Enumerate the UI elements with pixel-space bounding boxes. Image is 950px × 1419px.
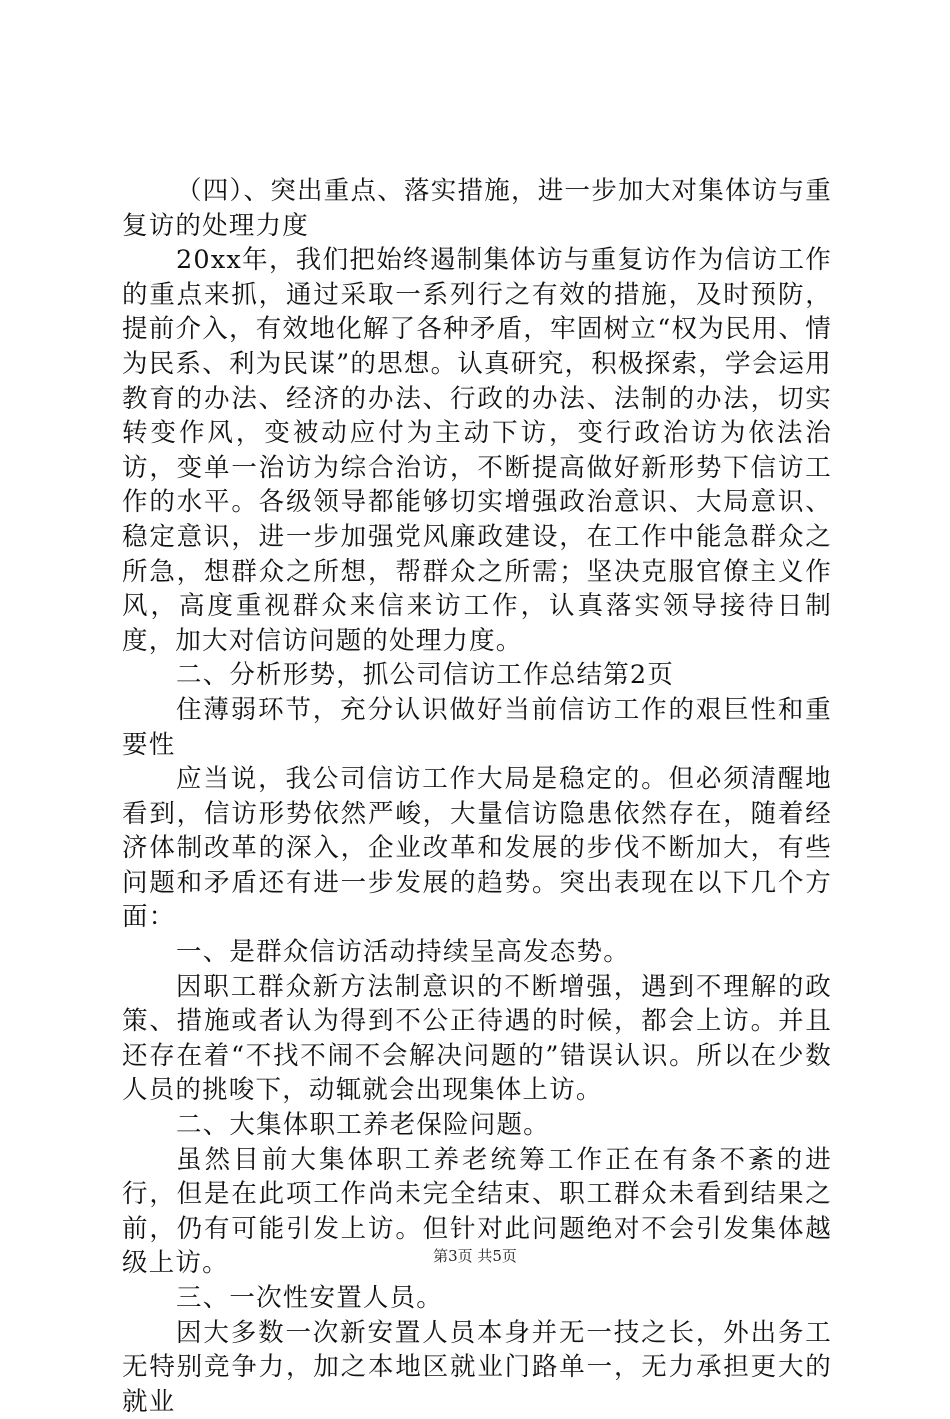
paragraph-situation: 应当说，我公司信访工作大局是稳定的。但必须清醒地看到，信访形势依然严峻，大量信访隐患依然存在，随着经济体制改革的深入，企业改革和发展的步伐不断加大，有些问题和矛盾还有进一步发展的趋势。突出表现在以下几个方面：: [122, 764, 832, 933]
list-heading-3: 三、一次性安置人员。: [176, 1283, 444, 1313]
paragraph-1: 因职工群众新方法制意识的不断增强，遇到不理解的政策、措施或者认为得到不公正待遇的时候，都会上访。并且还存在着“不找不闹不会解决问题的”错误认识。所以在少数人员的挑唆下，动辄就会出现集体上访。: [122, 971, 832, 1106]
section-heading-analysis: 二、分析形势，抓公司信访工作总结第2页: [176, 660, 675, 691]
paragraph-continuation: 住薄弱环节，充分认识做好当前信访工作的艰巨性和重要性: [122, 694, 832, 760]
paragraph-3: 因大多数一次新安置人员本身并无一技之长，外出务工无特别竞争力，加之本地区就业门路单一，无力承担更大的就业: [122, 1317, 832, 1417]
section-heading-4: （四）、突出重点、落实措施，进一步加大对集体访与重复访的处理力度: [122, 176, 832, 241]
paragraph-summary: 20xx年，我们把始终遏制集体访与重复访作为信访工作的重点来抓，通过采取一系列行之有效的措施，及时预防，提前介入，有效地化解了各种矛盾，牢固树立“权为民用、情为民系、利为民谋”的思想。认真研究，积极探索，学会运用教育的办法、经济的办法、行政的办法、法制的办法，切实转变作风，变被动应付为主动下访，变行政治访为依法治访，变单一治访为综合治访，不断提高做好新形势下信访工作的水平。各级领导都能够切实增强政治意识、大局意识、稳定意识，进一步加强党风廉政建设，在工作中能急群众之所急，想群众之所想，帮群众之所需；坚决克服官僚主义作风，高度重视群众来信来访工作，认真落实领导接待日制度，加大对信访问题的处理力度。: [122, 245, 832, 656]
list-heading-1: 一、是群众信访活动持续呈高发态势。: [176, 937, 630, 968]
document-body: [122, 174, 832, 1419]
page-footer: [0, 1246, 950, 1266]
paragraph-2: 虽然目前大集体职工养老统筹工作正在有条不紊的进行，但是在此项工作尚未完全结束、职工群众未看到结果之前，仍有可能引发上访。但针对此问题绝对不会引发集体越级上访。: [122, 1144, 832, 1279]
list-heading-2: 二、大集体职工养老保险问题。: [176, 1110, 550, 1141]
page-number: 第3页 共5页: [433, 1247, 517, 1265]
